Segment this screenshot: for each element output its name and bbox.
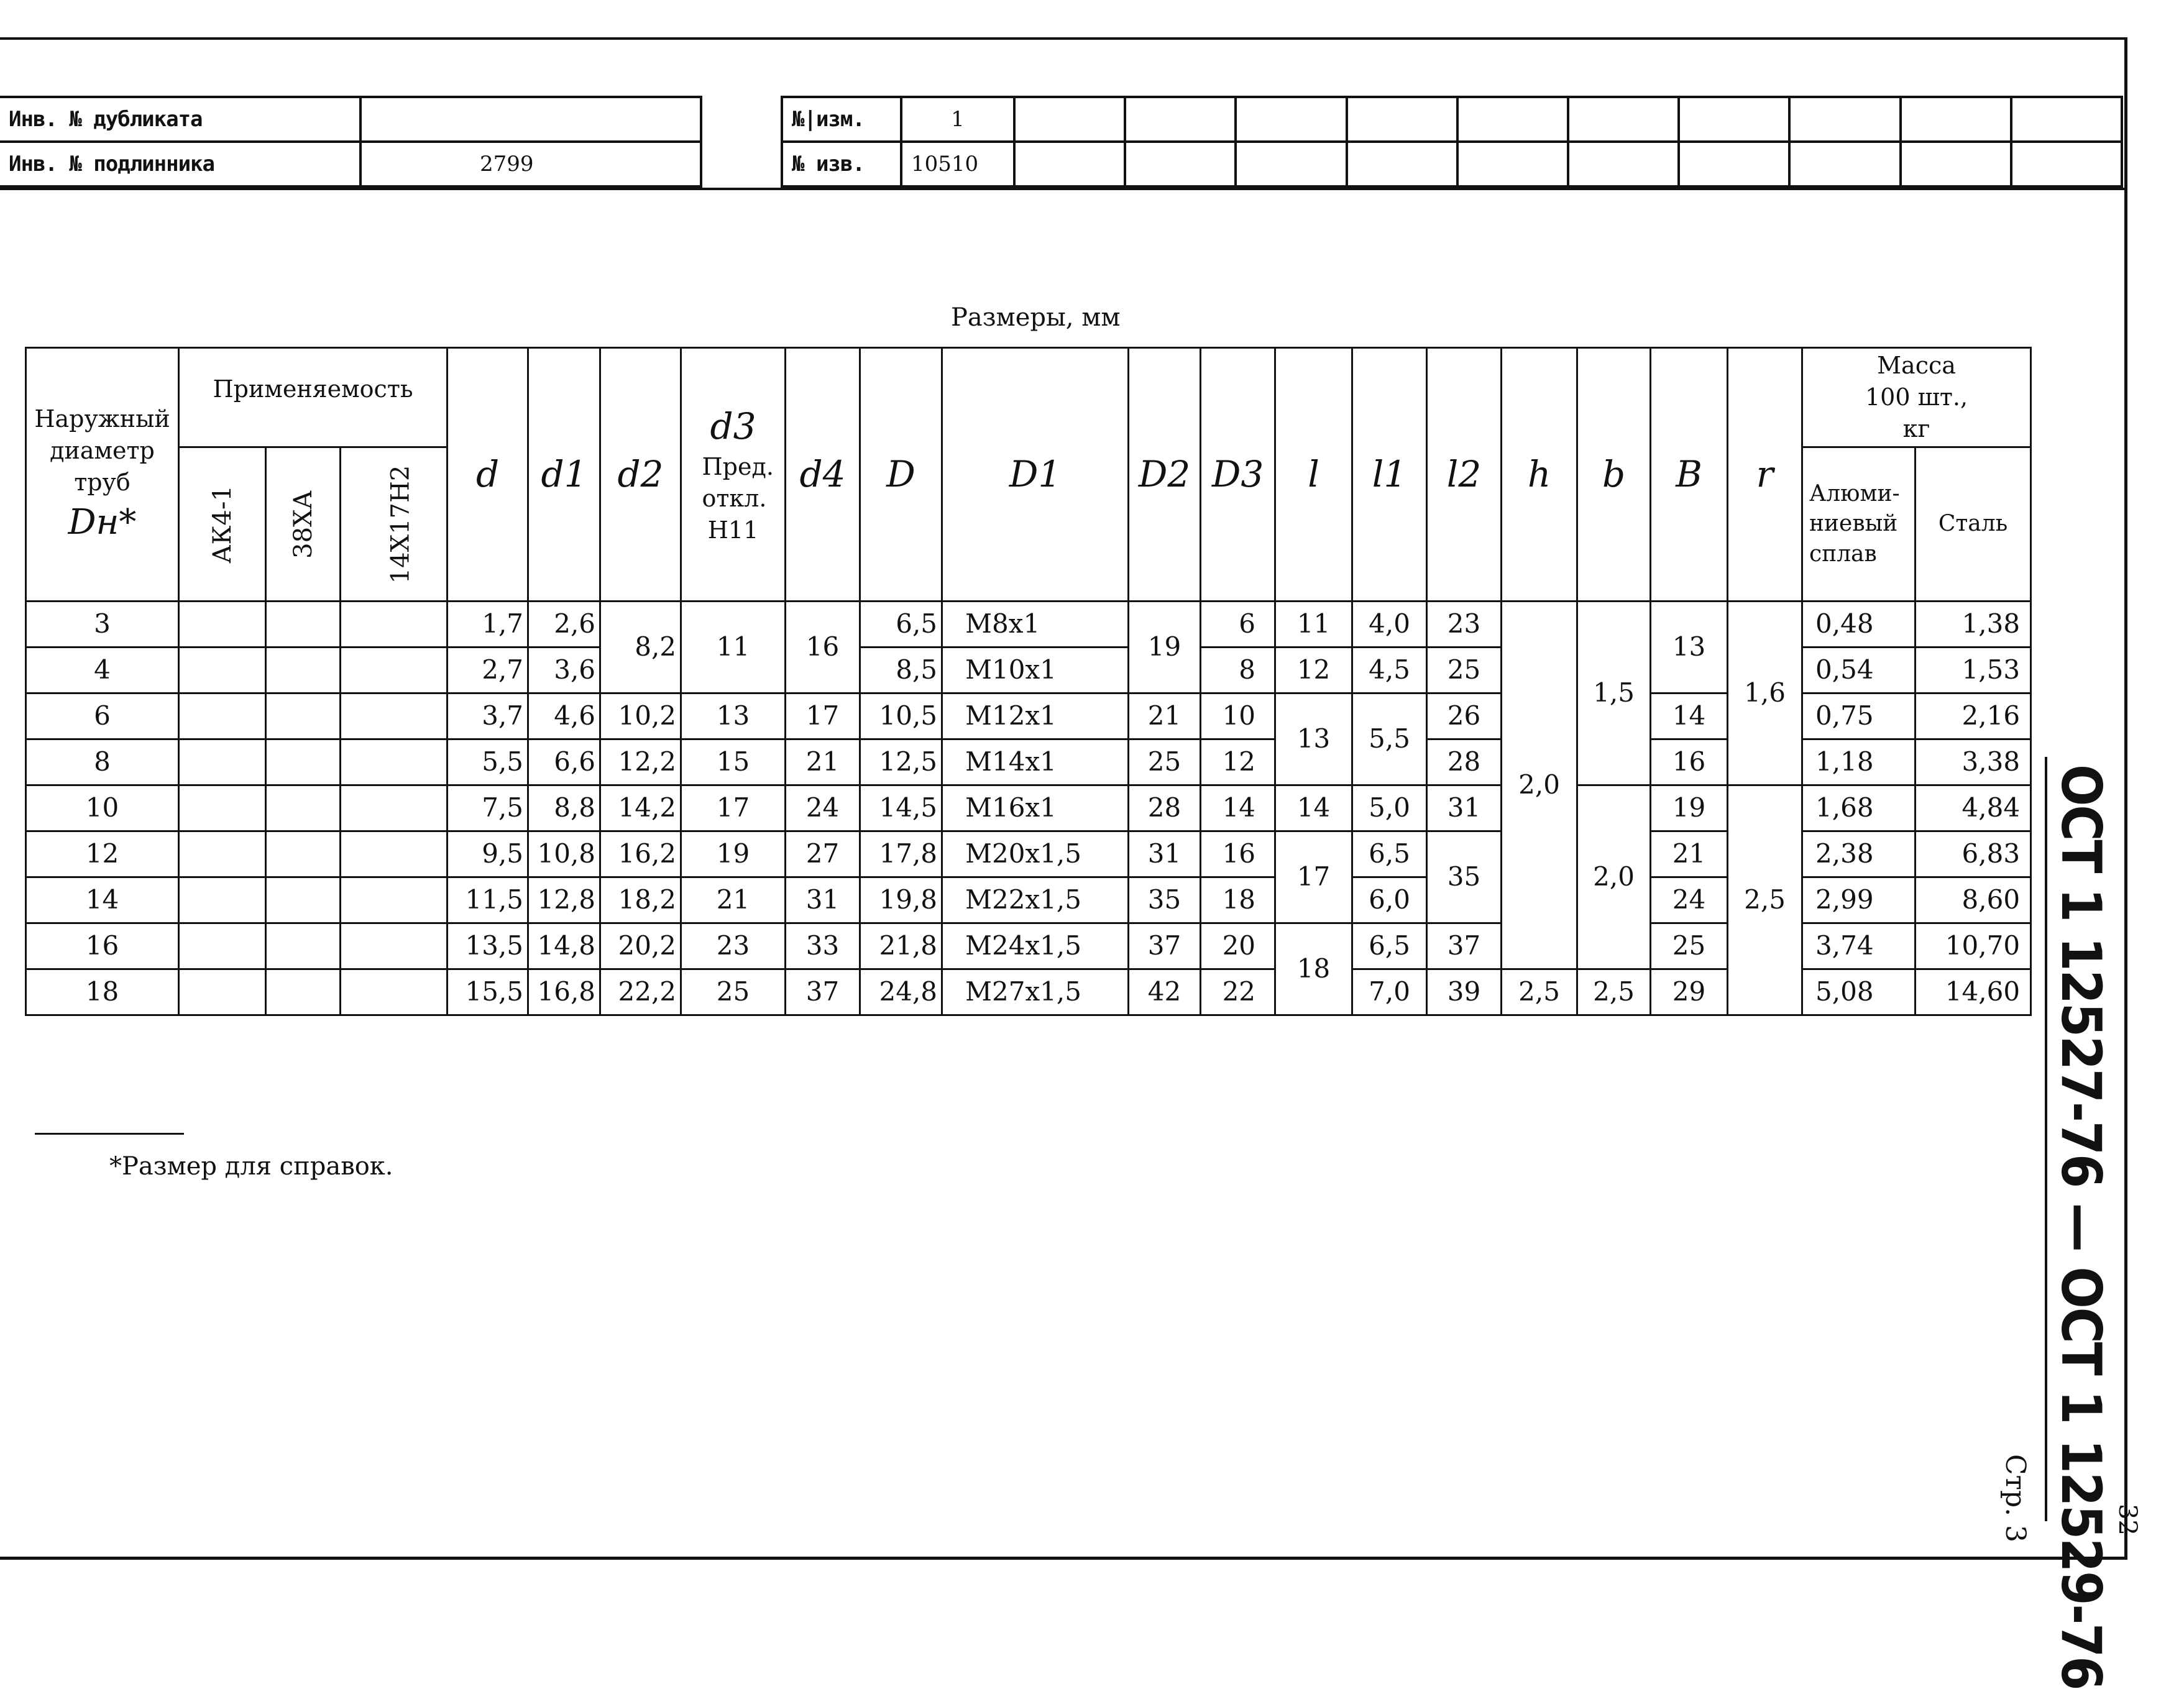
cell-d: 7,5 <box>447 785 528 831</box>
cell-d3: 17 <box>681 785 786 831</box>
notice-label: № изв. <box>782 142 901 186</box>
cell-d2: 8,2 <box>600 602 681 693</box>
cell-D: 6,5 <box>860 602 942 648</box>
cell-ak4 <box>179 693 266 739</box>
cell-l: 12 <box>1275 648 1352 693</box>
cell-d2: 10,2 <box>600 693 681 739</box>
header-material-ak4 <box>179 447 266 602</box>
cell-D: 8,5 <box>860 648 942 693</box>
cell-d1: 6,6 <box>528 739 600 785</box>
cell-mass-st: 3,38 <box>1916 739 2031 785</box>
notice-cell <box>1236 142 1346 186</box>
cell-mass-al: 0,75 <box>1802 693 1916 739</box>
cell-mass-st: 1,38 <box>1916 602 2031 648</box>
cell-l1: 7,0 <box>1352 969 1427 1015</box>
cell-38xa <box>266 831 341 877</box>
cell-mass-al: 5,08 <box>1802 969 1916 1015</box>
table-row <box>26 785 2031 831</box>
header-l: l <box>1275 348 1352 602</box>
cell-dn: 4 <box>26 648 179 693</box>
cell-l2: 31 <box>1427 785 1502 831</box>
header-D1: D1 <box>942 348 1129 602</box>
cell-d2: 22,2 <box>600 969 681 1015</box>
cell-D: 21,8 <box>860 923 942 969</box>
cell-D3: 12 <box>1201 739 1275 785</box>
cell-D1: М20х1,5 <box>942 831 1129 877</box>
cell-14x17h2 <box>341 923 447 969</box>
cell-D3: 6 <box>1201 602 1275 648</box>
cell-mass-st: 8,60 <box>1916 877 2031 923</box>
page-label: Стр. 3 <box>1999 1454 2031 1543</box>
sheet-number: 32 <box>2113 1504 2142 1536</box>
change-table <box>781 96 2123 188</box>
header-l1: l1 <box>1352 348 1427 602</box>
cell-b: 1,5 <box>1577 602 1651 785</box>
cell-l: 17 <box>1275 831 1352 923</box>
cell-l2: 39 <box>1427 969 1502 1015</box>
cell-d: 5,5 <box>447 739 528 785</box>
cell-l: 18 <box>1275 923 1352 1015</box>
dup-label: Инв. № дубликата <box>0 97 360 142</box>
cell-D: 14,5 <box>860 785 942 831</box>
table-caption: Размеры, мм <box>951 303 1121 332</box>
notice-cell <box>1789 142 1900 186</box>
outer-diameter-label: Наружный диаметр труб <box>34 405 170 497</box>
cell-mass-al: 0,48 <box>1802 602 1916 648</box>
cell-D: 24,8 <box>860 969 942 1015</box>
cell-d3: 23 <box>681 923 786 969</box>
cell-l: 11 <box>1275 602 1352 648</box>
cell-d4: 37 <box>786 969 860 1015</box>
cell-l2: 26 <box>1427 693 1502 739</box>
cell-d4: 17 <box>786 693 860 739</box>
header-outer-diameter <box>26 348 179 602</box>
cell-d4: 16 <box>786 602 860 693</box>
inventory-table <box>0 96 702 188</box>
cell-d: 9,5 <box>447 831 528 877</box>
cell-dn: 12 <box>26 831 179 877</box>
cell-l1: 4,0 <box>1352 602 1427 648</box>
dup-value <box>360 97 701 142</box>
header-h: h <box>1502 348 1577 602</box>
material-38xa-label: 38ХА <box>288 490 318 559</box>
cell-B: 13 <box>1651 602 1728 693</box>
cell-d: 11,5 <box>447 877 528 923</box>
cell-dn: 10 <box>26 785 179 831</box>
cell-D2: 25 <box>1129 739 1201 785</box>
header-d: d <box>447 348 528 602</box>
cell-D1: М8х1 <box>942 602 1129 648</box>
cell-d4: 31 <box>786 877 860 923</box>
cell-ak4 <box>179 785 266 831</box>
cell-38xa <box>266 969 341 1015</box>
cell-B: 21 <box>1651 831 1728 877</box>
cell-D3: 18 <box>1201 877 1275 923</box>
cell-ak4 <box>179 739 266 785</box>
cell-ak4 <box>179 648 266 693</box>
notice-cell <box>1901 142 2011 186</box>
cell-b: 2,5 <box>1577 969 1651 1015</box>
cell-B: 14 <box>1651 693 1728 739</box>
cell-r: 2,5 <box>1728 785 1802 1015</box>
cell-d3: 21 <box>681 877 786 923</box>
cell-D1: М22х1,5 <box>942 877 1129 923</box>
cell-D2: 31 <box>1129 831 1201 877</box>
notice-cell <box>1125 142 1236 186</box>
cell-B: 25 <box>1651 923 1728 969</box>
change-cell <box>1457 97 1568 142</box>
notice-cell <box>1457 142 1568 186</box>
header-mass-aluminium: Алюми-ниевый сплав <box>1802 447 1916 602</box>
notice-cell <box>1568 142 1679 186</box>
cell-l: 14 <box>1275 785 1352 831</box>
cell-ak4 <box>179 969 266 1015</box>
cell-B: 29 <box>1651 969 1728 1015</box>
cell-D1: М24х1,5 <box>942 923 1129 969</box>
cell-d2: 16,2 <box>600 831 681 877</box>
cell-d1: 16,8 <box>528 969 600 1015</box>
header-d2: d2 <box>600 348 681 602</box>
cell-l1: 5,0 <box>1352 785 1427 831</box>
change-cell <box>2011 97 2122 142</box>
cell-mass-st: 10,70 <box>1916 923 2031 969</box>
cell-l2: 37 <box>1427 923 1502 969</box>
cell-d3: 11 <box>681 602 786 693</box>
cell-l1: 6,5 <box>1352 831 1427 877</box>
cell-38xa <box>266 602 341 648</box>
header-b: b <box>1577 348 1651 602</box>
dimensions-table <box>25 347 2032 1016</box>
header-d1: d1 <box>528 348 600 602</box>
cell-mass-st: 14,60 <box>1916 969 2031 1015</box>
cell-mass-al: 1,68 <box>1802 785 1916 831</box>
cell-d4: 27 <box>786 831 860 877</box>
cell-D2: 35 <box>1129 877 1201 923</box>
cell-d: 15,5 <box>447 969 528 1015</box>
cell-14x17h2 <box>341 785 447 831</box>
cell-d1: 12,8 <box>528 877 600 923</box>
change-cell <box>1901 97 2011 142</box>
header-material-38xa <box>266 447 341 602</box>
cell-D2: 28 <box>1129 785 1201 831</box>
cell-dn: 16 <box>26 923 179 969</box>
cell-d3: 19 <box>681 831 786 877</box>
cell-14x17h2 <box>341 739 447 785</box>
cell-D: 19,8 <box>860 877 942 923</box>
material-14x17h2-label: 14Х17Н2 <box>386 465 415 584</box>
cell-dn: 18 <box>26 969 179 1015</box>
frame-bottom <box>0 1557 2127 1560</box>
cell-14x17h2 <box>341 969 447 1015</box>
change-label: №|изм. <box>782 97 901 142</box>
cell-38xa <box>266 785 341 831</box>
cell-ak4 <box>179 877 266 923</box>
cell-D: 12,5 <box>860 739 942 785</box>
header-d3 <box>681 348 786 602</box>
cell-d2: 14,2 <box>600 785 681 831</box>
cell-d: 2,7 <box>447 648 528 693</box>
frame-right <box>2124 37 2127 1560</box>
cell-d4: 24 <box>786 785 860 831</box>
cell-l2: 23 <box>1427 602 1502 648</box>
notice-cell <box>2011 142 2122 186</box>
cell-d1: 14,8 <box>528 923 600 969</box>
orig-value: 2799 <box>360 142 701 186</box>
change-cell <box>1347 97 1457 142</box>
cell-D3: 16 <box>1201 831 1275 877</box>
footnote: *Размер для справок. <box>109 1152 393 1181</box>
header-material-14x17h2 <box>341 447 447 602</box>
change-cell <box>1125 97 1236 142</box>
header-D3: D3 <box>1201 348 1275 602</box>
cell-D2: 21 <box>1129 693 1201 739</box>
header-D: D <box>860 348 942 602</box>
cell-D1: М10х1 <box>942 648 1129 693</box>
header-D2: D2 <box>1129 348 1201 602</box>
cell-mass-al: 2,99 <box>1802 877 1916 923</box>
cell-38xa <box>266 693 341 739</box>
cell-d3: 13 <box>681 693 786 739</box>
cell-D2: 19 <box>1129 602 1201 693</box>
cell-d4: 21 <box>786 739 860 785</box>
cell-d: 1,7 <box>447 602 528 648</box>
header-d4: d4 <box>786 348 860 602</box>
cell-d1: 4,6 <box>528 693 600 739</box>
cell-h: 2,0 <box>1502 602 1577 969</box>
document-title: ОСТ 1 12527-76 — ОСТ 1 12529-76 <box>2049 764 2113 1689</box>
cell-mass-al: 1,18 <box>1802 739 1916 785</box>
cell-D3: 22 <box>1201 969 1275 1015</box>
cell-l: 13 <box>1275 693 1352 785</box>
notice-cell <box>1014 142 1125 186</box>
cell-d1: 2,6 <box>528 602 600 648</box>
cell-38xa <box>266 877 341 923</box>
cell-r: 1,6 <box>1728 602 1802 785</box>
cell-d4: 33 <box>786 923 860 969</box>
cell-14x17h2 <box>341 693 447 739</box>
d3-symbol: d3 <box>710 405 756 448</box>
d3-tolerance: Пред. откл. Н11 <box>702 452 774 544</box>
cell-14x17h2 <box>341 602 447 648</box>
cell-D2: 37 <box>1129 923 1201 969</box>
cell-38xa <box>266 923 341 969</box>
cell-dn: 8 <box>26 739 179 785</box>
material-ak4-label: АК4-1 <box>208 485 237 564</box>
cell-D3: 14 <box>1201 785 1275 831</box>
cell-14x17h2 <box>341 831 447 877</box>
footnote-rule <box>35 1133 184 1135</box>
cell-l2: 35 <box>1427 831 1502 923</box>
cell-d1: 3,6 <box>528 648 600 693</box>
cell-D3: 8 <box>1201 648 1275 693</box>
cell-dn: 3 <box>26 602 179 648</box>
cell-B: 19 <box>1651 785 1728 831</box>
header-l2: l2 <box>1427 348 1502 602</box>
cell-ak4 <box>179 831 266 877</box>
cell-mass-st: 4,84 <box>1916 785 2031 831</box>
cell-38xa <box>266 739 341 785</box>
cell-d: 3,7 <box>447 693 528 739</box>
cell-D3: 20 <box>1201 923 1275 969</box>
cell-l1: 5,5 <box>1352 693 1427 785</box>
cell-mass-st: 2,16 <box>1916 693 2031 739</box>
cell-l1: 6,5 <box>1352 923 1427 969</box>
cell-d3: 25 <box>681 969 786 1015</box>
outer-diameter-symbol: Dн* <box>68 501 137 542</box>
cell-mass-st: 6,83 <box>1916 831 2031 877</box>
cell-B: 24 <box>1651 877 1728 923</box>
cell-14x17h2 <box>341 648 447 693</box>
change-cell <box>1568 97 1679 142</box>
header-bottom-rule <box>0 188 2126 190</box>
cell-d2: 18,2 <box>600 877 681 923</box>
cell-dn: 14 <box>26 877 179 923</box>
cell-D1: М14х1 <box>942 739 1129 785</box>
cell-ak4 <box>179 602 266 648</box>
cell-d1: 8,8 <box>528 785 600 831</box>
cell-D: 10,5 <box>860 693 942 739</box>
notice-cell <box>1347 142 1457 186</box>
document-title-block <box>2049 764 2113 1689</box>
cell-d1: 10,8 <box>528 831 600 877</box>
title-rule <box>2045 757 2047 1521</box>
cell-D1: М12х1 <box>942 693 1129 739</box>
cell-mass-al: 2,38 <box>1802 831 1916 877</box>
cell-l1: 6,0 <box>1352 877 1427 923</box>
cell-D3: 10 <box>1201 693 1275 739</box>
header-applicability: Применяемость <box>179 348 447 447</box>
cell-dn: 6 <box>26 693 179 739</box>
header-mass-steel: Сталь <box>1916 447 2031 602</box>
change-cell <box>1789 97 1900 142</box>
cell-l2: 25 <box>1427 648 1502 693</box>
top-rule <box>0 37 2126 40</box>
cell-D1: М27х1,5 <box>942 969 1129 1015</box>
table-row <box>26 602 2031 648</box>
cell-h: 2,5 <box>1502 969 1577 1015</box>
cell-mass-al: 0,54 <box>1802 648 1916 693</box>
cell-D: 17,8 <box>860 831 942 877</box>
header-B: B <box>1651 348 1728 602</box>
cell-B: 16 <box>1651 739 1728 785</box>
cell-l1: 4,5 <box>1352 648 1427 693</box>
cell-ak4 <box>179 923 266 969</box>
header-r: r <box>1728 348 1802 602</box>
change-cell <box>1679 97 1789 142</box>
cell-38xa <box>266 648 341 693</box>
notice-value: 10510 <box>901 142 1014 186</box>
change-cell <box>1014 97 1125 142</box>
cell-d: 13,5 <box>447 923 528 969</box>
cell-D2: 42 <box>1129 969 1201 1015</box>
cell-mass-st: 1,53 <box>1916 648 2031 693</box>
cell-mass-al: 3,74 <box>1802 923 1916 969</box>
cell-D1: М16х1 <box>942 785 1129 831</box>
cell-d3: 15 <box>681 739 786 785</box>
header-mass: Масса 100 шт., кг <box>1802 348 2031 447</box>
cell-d2: 12,2 <box>600 739 681 785</box>
orig-label: Инв. № подлинника <box>0 142 360 186</box>
cell-l2: 28 <box>1427 739 1502 785</box>
change-value: 1 <box>901 97 1014 142</box>
cell-d2: 20,2 <box>600 923 681 969</box>
cell-14x17h2 <box>341 877 447 923</box>
cell-b: 2,0 <box>1577 785 1651 969</box>
change-cell <box>1236 97 1346 142</box>
notice-cell <box>1679 142 1789 186</box>
